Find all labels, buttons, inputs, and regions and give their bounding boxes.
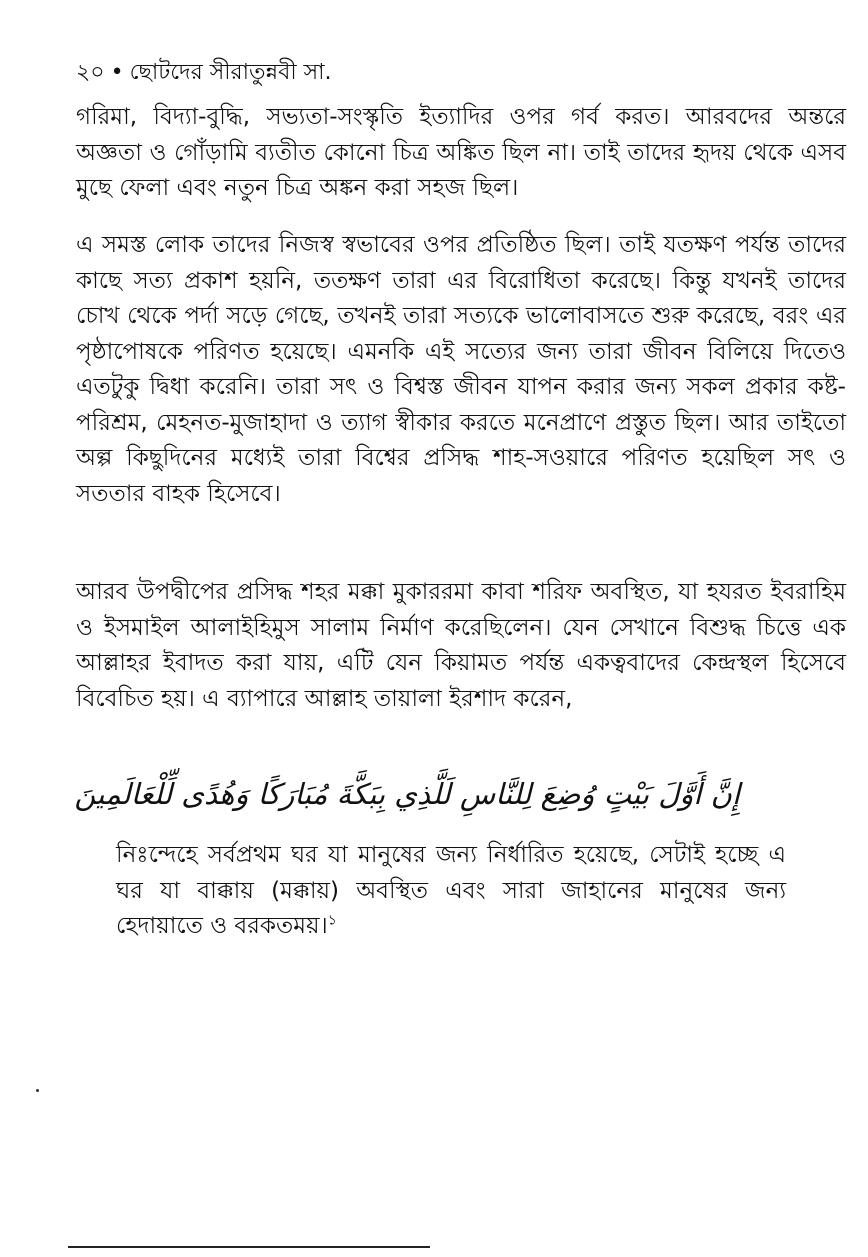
footnote-divider	[68, 1246, 430, 1248]
body-paragraph-3: আরব উপদ্বীপের প্রসিদ্ধ শহর মক্কা মুকাররমা কাবা শরিফ অবস্থিত, যা হযরত ইবরাহিম ও ইসমাইল আলাইহিমুস সালাম নির্মাণ করেছিলেন। যেন সেখানে বিশুদ্ধ চিত্তে এক আল্লাহর ইবাদত করা যায়, এটি যেন কিয়ামত পর্যন্ত একত্ববাদের কেন্দ্রস্থল হিসেবে বিবেচিত হয়। এ ব্যাপারে আল্লাহ তায়ালা ইরশাদ করেন,	[76, 579, 846, 712]
header-separator: •	[110, 60, 124, 85]
footnote-marker: ১	[327, 912, 337, 929]
body-paragraph-2: এ সমস্ত লোক তাদের নিজস্ব স্বভাবের ওপর প্রতিষ্ঠিত ছিল। তাই যতক্ষণ পর্যন্ত তাদের কাছে সত্য প্রকাশ হয়নি, ততক্ষণ তারা এর বিরোধিতা করেছে। কিন্তু যখনই তাদের চোখ থেকে পর্দা সড়ে গেছে, তখনই তারা সত্যকে ভালোবাসতে শুরু করেছে, বরং এর পৃষ্ঠাপোষকে পরিণত হয়েছে। এমনকি এই সত্যের জন্য তারা জীবন বিলিয়ে দিতেও এতটুকু দ্বিধা করেনি। তারা সৎ ও বিশ্বস্ত জীবন যাপন করার জন্য সকল প্রকার কষ্ট-পরিশ্রম, মেহনত-মুজাহাদা ও ত্যাগ স্বীকার করতে মনেপ্রাণে প্রস্তুত ছিল। আর তাইতো অল্প কিছুদিনের মধ্যেই তারা বিশ্বের প্রসিদ্ধ শাহ-সওয়ারে পরিণত হয়েছিল সৎ ও সততার বাহক হিসেবে।	[76, 232, 846, 507]
running-title: ছোটদের সীরাতুন্নবী সা.	[129, 60, 332, 85]
page-number: ২০	[76, 60, 105, 85]
print-speck	[36, 1089, 39, 1092]
translation-text: নিঃন্দেহে সর্বপ্রথম ঘর যা মানুষের জন্য নির্ধারিত হয়েছে, সেটাই হচ্ছে এ ঘর যা বাক্কায় (মক্কায়) অবস্থিত এবং সারা জাহানের মানুষের জন্য হেদায়াতে ও বরকতময়।	[116, 842, 786, 939]
verse-translation	[116, 838, 786, 945]
running-header	[76, 58, 332, 88]
quran-verse: إِنَّ أَوَّلَ بَيْتٍ وُضِعَ لِلنَّاسِ لَلَّذِي بِبَكَّةَ مُبَارَكًا وَهُدًى لِّلْعَالَمِينَ	[74, 777, 740, 811]
body-paragraph-1: গরিমা, বিদ্যা-বুদ্ধি, সভ্যতা-সংস্কৃতি ইত্যাদির ওপর গর্ব করত। আরবদের অন্তরে অজ্ঞতা ও গোঁড়ামি ব্যতীত কোনো চিত্র অঙ্কিত ছিল না। তাই তাদের হৃদয় থেকে এসব মুছে ফেলা এবং নতুন চিত্র অঙ্কন করা সহজ ছিল।	[76, 104, 846, 201]
